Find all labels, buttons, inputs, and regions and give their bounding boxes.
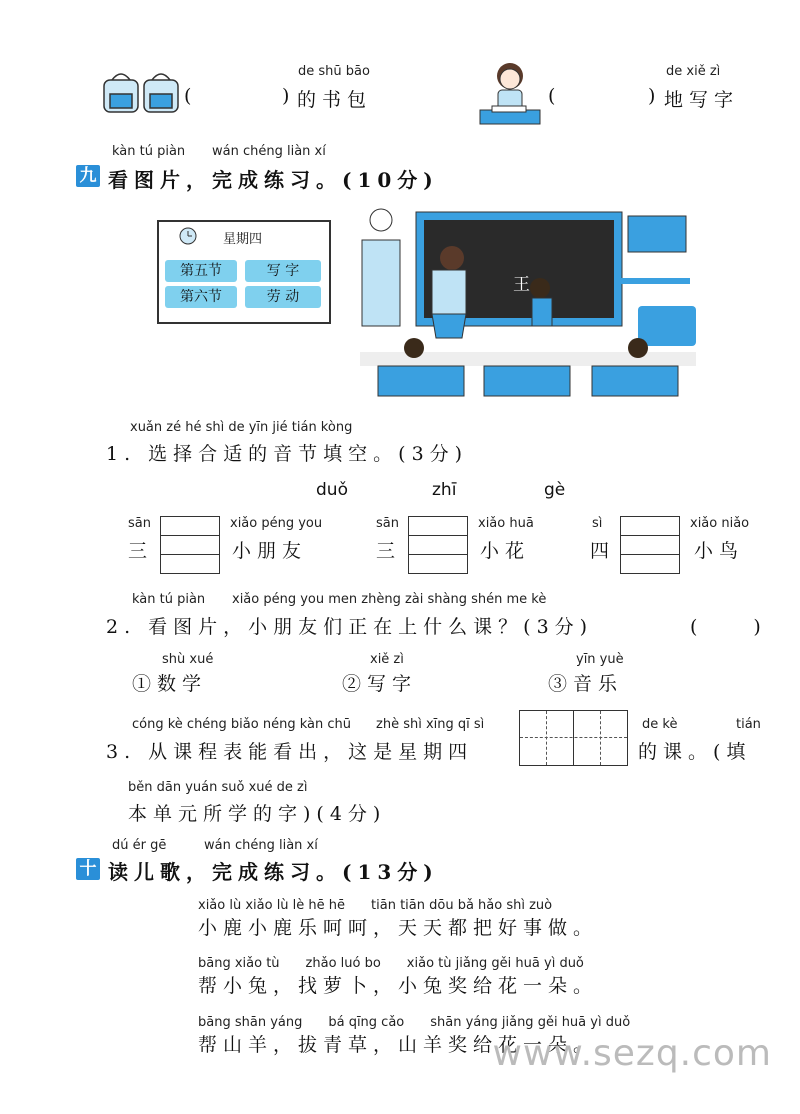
section9-pinyin-b: wán chéng liàn xí	[212, 144, 326, 159]
q1-item3-noun-pinyin: xiǎo niǎo	[690, 516, 750, 531]
left-paren-close: )	[282, 85, 296, 107]
q1-item2-num-pinyin: sān	[376, 516, 399, 531]
watermark: www.sezq.com	[492, 1033, 772, 1074]
section9-pinyin-a: kàn tú piàn	[112, 144, 186, 159]
q1-item1-noun-pinyin: xiǎo péng you	[230, 516, 323, 531]
q1-item1-num: 三	[128, 540, 154, 562]
left-text: 的书包	[297, 89, 373, 111]
section10-pinyin-a: dú ér gē	[112, 838, 167, 853]
right-paren-open: (	[548, 85, 562, 107]
q2-pinyin-b: xiǎo péng you men zhèng zài shàng shén me kè	[232, 592, 547, 607]
section10-badge: 十	[76, 858, 100, 880]
q3-pinyin-a: cóng kè chéng biǎo néng kàn chū	[132, 717, 351, 732]
q1-item1-num-pinyin: sān	[128, 516, 151, 531]
poem-line1: 小鹿小鹿乐呵呵，天天都把好事做。	[198, 917, 599, 939]
q1-option-3: gè	[544, 480, 566, 500]
poem-line3: 帮山羊，拔青草，山羊奖给花一朵。	[198, 1034, 599, 1056]
q3-pinyin-b: zhè shì xīng qī sì	[376, 717, 485, 732]
left-paren-open: (	[184, 85, 198, 107]
poem-line3-pinyin: bāng shān yáng bá qīng cǎo shān yáng jiǎng gěi huā yì duǒ	[198, 1015, 631, 1030]
class-schedule	[157, 220, 331, 324]
q3-text-b: 的课。(填	[638, 741, 752, 763]
q1-item1-answer-box[interactable]	[160, 516, 220, 574]
q1-item3-noun: 小鸟	[694, 540, 745, 562]
q1-option-2: zhī	[432, 480, 457, 500]
writing-girl-illustration	[472, 58, 548, 130]
q2-option2-pinyin: xiě zì	[370, 652, 404, 667]
q1-item3-num: 四	[590, 540, 616, 562]
q2-option1-pinyin: shù xué	[162, 652, 214, 667]
q3-pinyin-d: tián	[736, 717, 761, 732]
poem-line2-pinyin: bāng xiǎo tù zhǎo luó bo xiǎo tù jiǎng gěi huā yì duǒ	[198, 956, 584, 971]
right-pinyin: de xiě zì	[666, 64, 721, 79]
q2-option1: ①数学	[132, 673, 208, 695]
q2-option2: ②写字	[342, 673, 418, 695]
q1-item2-noun: 小花	[480, 540, 531, 562]
left-pinyin: de shū bāo	[298, 64, 370, 79]
q1-item2-num: 三	[376, 540, 402, 562]
q2-answer-paren[interactable]: ( )	[690, 616, 767, 638]
schedule-subject-6: 劳 动	[245, 286, 321, 308]
section10-title: 读儿歌，完成练习。(13分)	[108, 860, 439, 884]
alarm-clock-icon	[177, 224, 199, 246]
q1-option-1: duǒ	[316, 480, 348, 500]
right-paren-close: )	[648, 85, 662, 107]
q1-pinyin: xuǎn zé hé shì de yīn jié tián kòng	[130, 420, 353, 435]
section9-badge: 九	[76, 165, 100, 187]
classroom-illustration	[358, 206, 698, 398]
schedule-period-5: 第五节	[165, 260, 237, 282]
schedule-period-6: 第六节	[165, 286, 237, 308]
q3-text-c: 本单元所学的字)(4分)	[128, 803, 387, 825]
q3-pinyin-c: de kè	[642, 717, 678, 732]
section9-title: 看图片，完成练习。(10分)	[108, 168, 439, 192]
q1-item2-answer-box[interactable]	[408, 516, 468, 574]
q1-item1-noun: 小朋友	[232, 540, 308, 562]
backpack-icon	[100, 70, 184, 114]
board-character: 王	[513, 275, 530, 295]
poem-line2: 帮小兔，找萝卜，小兔奖给花一朵。	[198, 975, 599, 997]
q2-option3-pinyin: yīn yuè	[576, 652, 624, 667]
schedule-subject-5: 写 字	[245, 260, 321, 282]
q1-item3-num-pinyin: sì	[592, 516, 603, 531]
section10-pinyin-b: wán chéng liàn xí	[204, 838, 318, 853]
schedule-day: 星期四	[223, 232, 263, 247]
right-text: 地写字	[664, 89, 740, 111]
q1-item3-answer-box[interactable]	[620, 516, 680, 574]
q3-pinyin-e: běn dān yuán suǒ xué de zì	[128, 780, 308, 795]
q2-text: 2. 看图片，小朋友们正在上什么课？(3分)	[106, 616, 594, 638]
q3-text-a: 3. 从课程表能看出，这是星期四	[106, 741, 474, 763]
q3-answer-grid[interactable]	[519, 710, 628, 766]
q2-option3: ③音乐	[548, 673, 624, 695]
q2-pinyin-a: kàn tú piàn	[132, 592, 206, 607]
q1-item2-noun-pinyin: xiǎo huā	[478, 516, 534, 531]
q1-text: 1. 选择合适的音节填空。(3分)	[106, 443, 469, 465]
poem-line1-pinyin: xiǎo lù xiǎo lù lè hē hē tiān tiān dōu bǎ hǎo shì zuò	[198, 898, 553, 913]
